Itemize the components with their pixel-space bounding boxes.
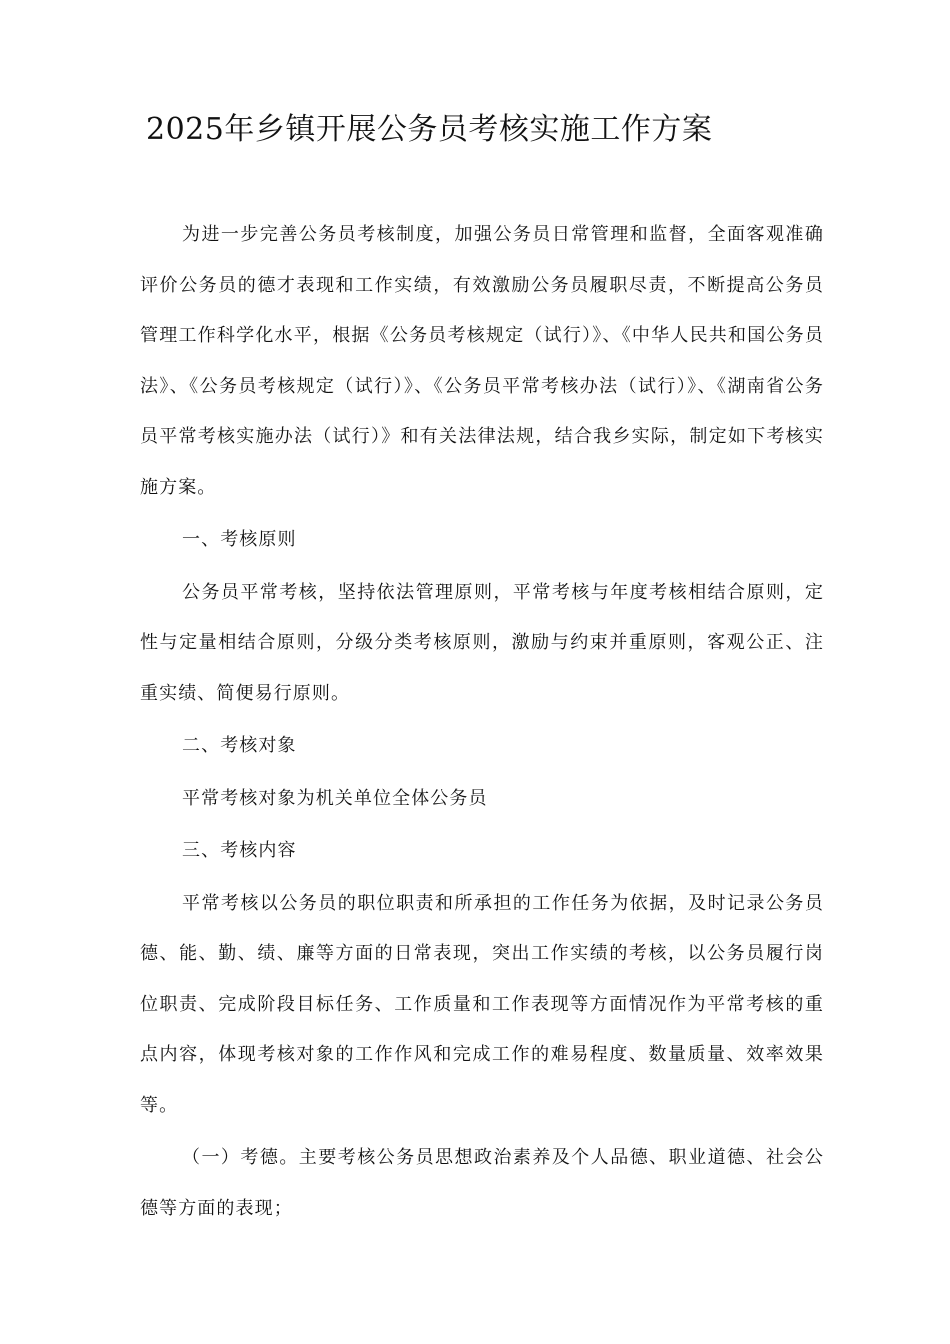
section-text-content: 平常考核以公务员的职位职责和所承担的工作任务为依据，及时记录公务员德、能、勤、绩、廉等方面的日常表现，突出工作实绩的考核，以公务员履行岗位职责、完成阶段目标任务、工作质量和工作表现等方面情况作为平常考核的重点内容，体现考核对象的工作作风和完成工作的难易程度、数量质量、效率效果等。 [140, 892, 824, 1116]
section-heading-principles: 一、考核原则 [182, 529, 297, 550]
document-title: 2025年乡镇开展公务员考核实施工作方案 [146, 112, 713, 147]
intro-paragraph: 为进一步完善公务员考核制度，加强公务员日常管理和监督，全面客观准确评价公务员的德才表现和工作实绩，有效激励公务员履职尽责，不断提高公务员管理工作科学化水平，根据《公务员考核规定（试行）》、《中华人民共和国公务员法》、《公务员考核规定（试行）》、《公务员平常考核办法（试行）》、《湖南省公务员平常考核实施办法（试行）》和有关法律法规，结合我乡实际，制定如下考核实施方案。 [140, 224, 824, 498]
section-heading-targets: 二、考核对象 [182, 735, 297, 756]
document-body [140, 210, 824, 1236]
item-morality-paragraph: （一）考德。主要考核公务员思想政治素养及个人品德、职业道德、社会公德等方面的表现； [140, 1147, 824, 1219]
section-text-targets: 平常考核对象为机关单位全体公务员 [182, 787, 488, 809]
section-text-principles: 公务员平常考核，坚持依法管理原则，平常考核与年度考核相结合原则，定性与定量相结合原则，分级分类考核原则，激励与约束并重原则，客观公正、注重实绩、简便易行原则。 [140, 581, 824, 704]
section-heading-content: 三、考核内容 [182, 840, 297, 861]
